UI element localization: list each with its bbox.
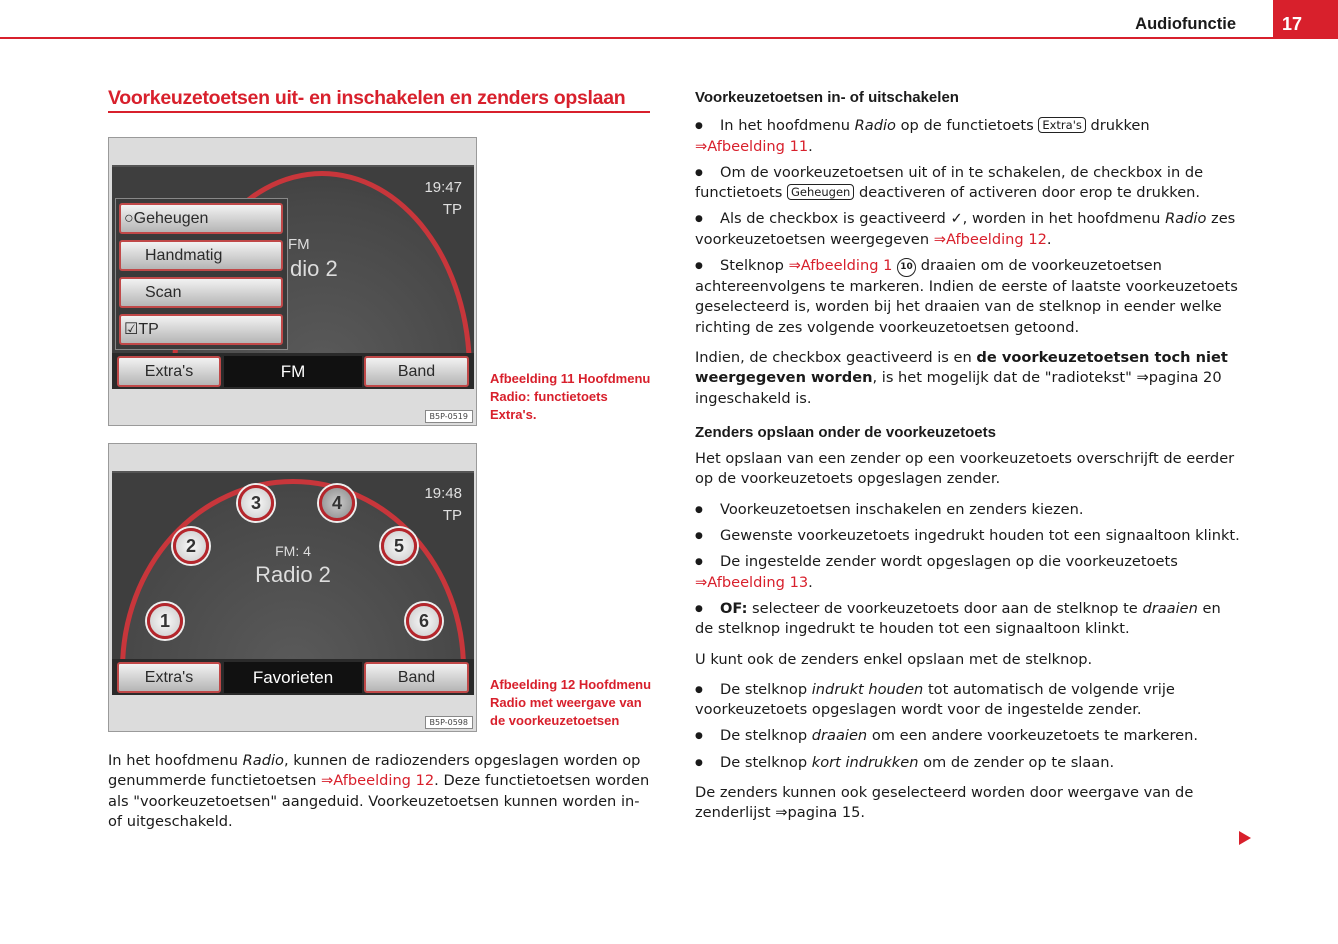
bullet-item [695,753,1240,773]
section-title: Audiofunctie [1135,15,1236,33]
bottom-bar [112,659,474,695]
bullet-item [695,209,1240,250]
clock [424,483,462,527]
figure-link[interactable]: ⇒Afbeelding 12 [321,772,435,790]
radio-circle-icon: ○ [124,210,134,227]
text: , worden in het hoofdmenu [962,210,1166,228]
text: om de zender op te slaan. [918,753,1115,771]
text: om een andere voorkeuzetoets te markeren. [867,727,1199,745]
figure-11 [108,137,477,426]
tp-indicator: TP [442,507,462,524]
preset-1[interactable]: 1 [147,603,183,639]
page-title: Voorkeuzetoetsen uit- en inschakelen en zenders opslaan [108,88,650,113]
band-button[interactable]: Band [364,662,469,693]
bullet-item [695,163,1240,204]
menu-item-geheugen[interactable] [119,203,283,234]
text: tot automatisch de volgende vrije voorkeuzetoets opgeslagen wordt voor de ingestelde zender. [695,680,1175,719]
text: Indien, de checkbox geactiveerd is en [695,348,977,366]
extras-menu [115,198,288,350]
menu-label: Geheugen [133,210,209,227]
text-italic: Radio [242,752,284,769]
text: . Deze functietoetsen worden als "voorkeuzetoetsen" aangeduid. Voorkeuzetoetsen kunnen worden in- of uitgeschakeld. [108,772,650,830]
text: deactiveren of activeren door erop te drukken. [854,184,1201,202]
subheading: Zenders opslaan onder de voorkeuzetoets [695,423,996,441]
checkbox-checked-icon: ☑ [124,321,139,338]
text-italic: draaien [1142,599,1198,617]
text: De ingestelde zender wordt opgeslagen op die voorkeuzetoets [720,553,1178,571]
text: zes voorkeuzetoetsen weergegeven [695,210,1236,248]
menu-item-scan[interactable] [119,277,283,308]
continue-arrow-icon [1239,831,1251,845]
bullet-item [695,726,1240,746]
figure-code: B5P-0598 [425,716,473,729]
key-extras: Extra's [1038,117,1086,133]
time: 19:48 [424,485,462,502]
text: Stelknop [720,257,789,275]
band-button[interactable]: Band [364,356,469,387]
text: Als de checkbox is geactiveerd [720,210,951,228]
figure-link[interactable]: ⇒Afbeelding 11 [695,137,809,155]
text-italic: draaien [811,727,868,745]
text: . [808,137,813,155]
text: , is het mogelijk dat de "radiotekst" ⇒pagina 20 ingeschakeld is. [695,369,1222,407]
text: , kunnen de radiozenders opgeslagen worden op genummerde functietoetsen [108,752,641,790]
preset-6[interactable]: 6 [406,603,442,639]
tp-indicator: TP [442,201,462,218]
paragraph: De zenders kunnen ook geselecteerd worden door weergave van de zenderlijst ⇒pagina 15. [695,784,1194,822]
preset-2[interactable]: 2 [173,528,209,564]
menu-item-tp[interactable] [119,314,283,345]
menu-label: Scan [145,284,182,301]
figure-11-caption: Afbeelding 11 Hoofdmenu Radio: functietoets Extra's. [490,371,651,422]
preset-3[interactable]: 3 [238,485,274,521]
extras-button[interactable]: Extra's [117,356,221,387]
time: 19:47 [424,179,462,196]
text: De stelknop [720,727,812,745]
figure-link[interactable]: ⇒Afbeelding 13 [695,573,809,591]
text-italic: kort indrukken [811,753,919,771]
text: De stelknop [720,753,812,771]
intro-paragraph [108,751,653,832]
paragraph: Het opslaan van een zender op een voorkeuzetoets overschrijft de eerder op de voorkeuzetoets opgeslagen zender. [695,450,1235,488]
favorites-display: Favorieten [224,662,362,693]
band-display: FM [224,356,362,387]
right-column [695,88,1240,830]
bullet-item: ● Voorkeuzetoetsen inschakelen en zenders kiezen. [695,500,1240,520]
text: In het hoofdmenu [108,752,243,769]
extras-button[interactable]: Extra's [117,662,221,693]
radio-screen [112,165,474,389]
subheading: Voorkeuzetoetsen in- of uitschakelen [695,89,959,106]
paragraph [695,348,1240,409]
callout-badge: 10 [897,258,916,277]
text: . [1046,230,1052,248]
text: op de functietoets [895,117,1039,135]
text-bold: OF: [720,599,748,617]
bullet-item [695,552,1240,593]
text-italic: Radio [854,117,896,135]
bullet-item [695,680,1240,721]
station-name: Radio 2 [255,562,331,587]
header-rule [0,37,1338,39]
bullet-item [695,599,1240,640]
menu-item-handmatig[interactable] [119,240,283,271]
figure-link[interactable]: ⇒Afbeelding 1 [788,257,893,275]
text: selecteer de voorkeuzetoets door aan de stelknop te [747,599,1143,617]
text: In het hoofdmenu [720,117,855,135]
station-name: dio 2 [290,256,338,281]
figure-code: B5P-0519 [425,410,473,423]
bottom-bar [112,353,474,389]
text-italic: Radio [1165,210,1207,228]
menu-label: Handmatig [145,247,223,264]
text: drukken [1085,117,1150,135]
checkbox-checked-icon: ✓ [950,210,963,228]
clock [424,177,462,221]
text: De stelknop [720,680,812,698]
figure-12 [108,443,477,732]
preset-label: FM: 4 [275,543,311,559]
radio-screen [112,471,474,695]
menu-label: TP [138,321,159,338]
paragraph: U kunt ook de zenders enkel opslaan met de stelknop. [695,650,1093,668]
text: draaien om de voorkeuzetoetsen achtereenvolgens te markeren. Indien de eerste of laatste voorkeuzetoets geselecteerd is, worden bij het draaien van de stelknop in eender welke richting de zes volgende voorkeuzetoetsen getoond. [695,257,1238,336]
preset-5[interactable]: 5 [381,528,417,564]
bullet-item: ● Gewenste voorkeuzetoets ingedrukt houden tot een signaaltoon klinkt. [695,526,1240,546]
preset-4-selected[interactable]: 4 [319,485,355,521]
bullet-item [695,256,1240,338]
figure-12-caption: Afbeelding 12 Hoofdmenu Radio met weergave van de voorkeuzetoetsen [490,677,652,728]
text: . [808,573,813,591]
text-italic: indrukt houden [811,680,924,698]
text-bold: de voorkeuzetoetsen toch niet weergegeven worden [695,348,1228,387]
band-label: FM [288,236,310,253]
bullet-item [695,116,1240,157]
page-number: 17 [1273,0,1338,39]
figure-link[interactable]: ⇒Afbeelding 12 [933,230,1047,248]
key-geheugen: Geheugen [787,184,854,200]
text: Om de voorkeuzetoetsen uit of in te schakelen, de checkbox in de functietoets [695,163,1204,202]
text: en de stelknop ingedrukt te houden tot een signaaltoon klinkt. [695,599,1221,638]
